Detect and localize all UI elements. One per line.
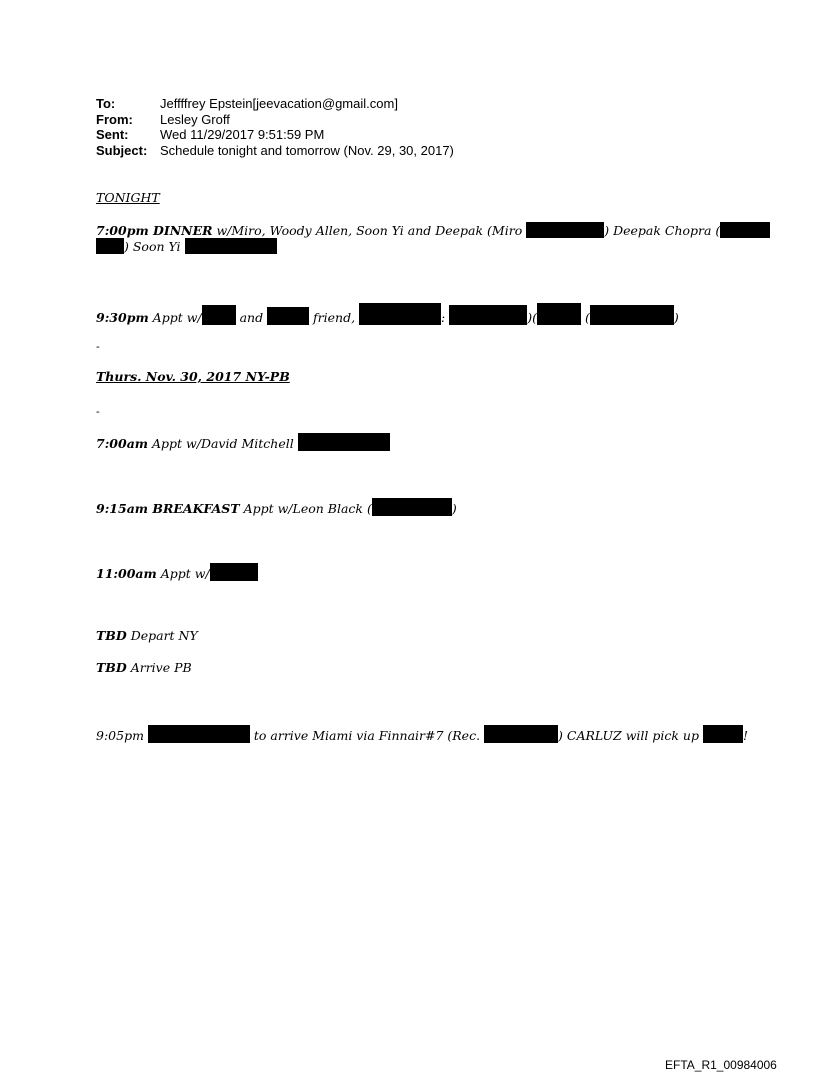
redaction-box: [185, 238, 277, 254]
sent-label: Sent:: [96, 127, 129, 142]
redaction-box: [96, 238, 124, 254]
flight-time: 9:05pm: [96, 728, 148, 743]
dash-separator: -: [96, 340, 100, 353]
dinner-text-c: ) Soon Yi: [124, 239, 185, 254]
appt-915-time: 9:15am BREAKFAST: [96, 501, 240, 516]
redaction-box: [372, 498, 452, 516]
subject-value: Schedule tonight and tomorrow (Nov. 29, 30, 2017): [160, 142, 454, 158]
appt-930-text: friend,: [309, 310, 360, 325]
appt-915-text: ): [451, 501, 457, 516]
thurs-heading: Thurs. Nov. 30, 2017 NY-PB: [96, 369, 290, 384]
appt-915-line: [96, 498, 457, 517]
redaction-box: [703, 725, 743, 743]
appt-930-time: 9:30pm: [96, 310, 149, 325]
appt-930-text: ): [673, 310, 679, 325]
dinner-line: [96, 222, 770, 239]
appt-700-text: Appt w/David Mitchell: [148, 436, 298, 451]
redaction-box: [148, 725, 250, 743]
appt-930-text: )(: [527, 310, 537, 325]
redaction-box: [298, 433, 390, 451]
subject-label: Subject:: [96, 142, 148, 158]
flight-text: ) CARLUZ will pick up: [558, 728, 703, 743]
document-id: EFTA_R1_00984006: [665, 1058, 777, 1072]
appt-700-line: [96, 433, 390, 452]
sent-row: [96, 127, 454, 143]
tonight-heading: TONIGHT: [96, 190, 160, 205]
appt-930-line: [96, 303, 679, 326]
appt-1100-time: 11:00am: [96, 566, 157, 581]
email-header: [96, 96, 454, 158]
redaction-box: [202, 305, 236, 325]
redaction-box: [590, 305, 674, 325]
dinner-text-a: w/Miro, Woody Allen, Soon Yi and Deepak (Miro: [212, 223, 527, 238]
redaction-box: [359, 303, 441, 325]
redaction-box: [449, 305, 527, 325]
dinner-text-b: ) Deepak Chopra (: [604, 223, 721, 238]
appt-930-text: :: [441, 310, 450, 325]
flight-text: to arrive Miami via Finnair#7 (Rec.: [249, 728, 485, 743]
appt-1100-line: [96, 563, 258, 582]
tbd-label: TBD: [96, 628, 127, 643]
tbd-depart-line: [96, 628, 198, 644]
appt-915-text: Appt w/Leon Black (: [239, 501, 372, 516]
redaction-box: [484, 725, 558, 743]
tbd-arrive-line: [96, 660, 192, 676]
from-label: From:: [96, 111, 133, 127]
tbd-label: TBD: [96, 660, 127, 675]
flight-line: [96, 725, 748, 744]
to-value: Jeffffrey Epstein[jeevacation@gmail.com]: [160, 96, 398, 111]
dinner-line-2: [96, 238, 277, 255]
redaction-box: [210, 563, 258, 581]
redaction-box: [720, 222, 770, 238]
flight-text: !: [742, 728, 748, 743]
redaction-box: [267, 307, 309, 325]
redaction-box: [526, 222, 604, 238]
appt-930-text: (: [581, 310, 590, 325]
subject-row: [96, 143, 454, 159]
appt-1100-text: Appt w/: [156, 566, 210, 581]
appt-930-text: and: [235, 310, 268, 325]
to-label: To:: [96, 96, 116, 111]
dash-separator: -: [96, 405, 100, 418]
to-row: [96, 96, 454, 112]
appt-700-time: 7:00am: [96, 436, 149, 451]
tbd-arrive-text: Arrive PB: [126, 660, 192, 675]
from-row: [96, 112, 454, 128]
tbd-depart-text: Depart NY: [126, 628, 198, 643]
sent-value: Wed 11/29/2017 9:51:59 PM: [160, 127, 325, 142]
from-value: Lesley Groff: [160, 111, 230, 127]
dinner-time: 7:00pm DINNER: [96, 223, 213, 238]
redaction-box: [537, 303, 581, 325]
appt-930-text: Appt w/: [148, 310, 202, 325]
